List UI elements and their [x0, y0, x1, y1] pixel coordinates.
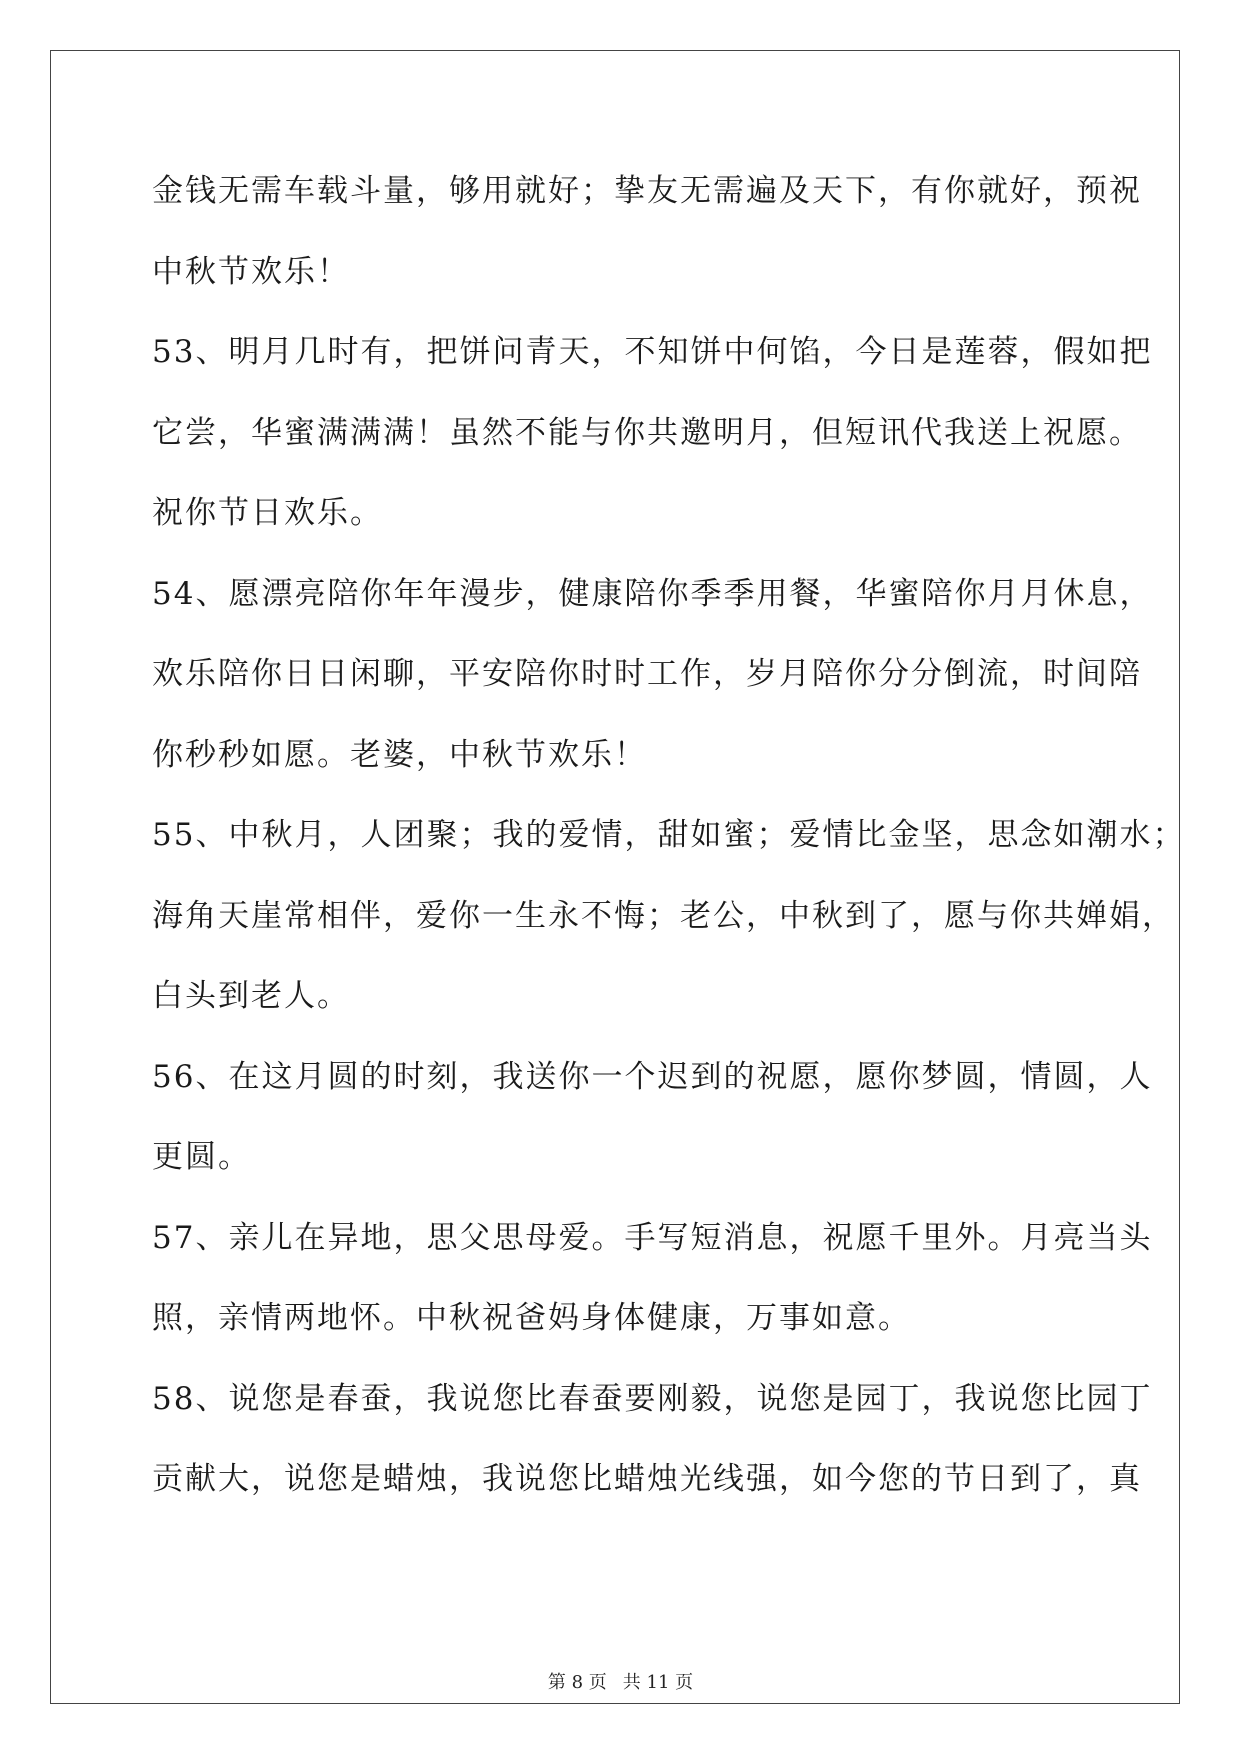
text-line: 53、明月几时有，把饼问青天，不知饼中何馅，今日是莲蓉，假如把	[152, 334, 1153, 370]
text-line: 55、中秋月，人团聚；我的爱情，甜如蜜；爱情比金坚，思念如潮水；	[152, 817, 1186, 853]
text-line: 海角天崖常相伴，爱你一生永不悔；老公，中秋到了，愿与你共婵娟，	[152, 897, 1175, 934]
page-total: 共 11 页	[622, 1672, 694, 1693]
text-line: 56、在这月圆的时刻，我送你一个迟到的祝愿，愿你梦圆，情圆，人	[152, 1058, 1153, 1095]
text-line: 中秋节欢乐！	[152, 253, 350, 290]
page-footer	[0, 1668, 1241, 1694]
text-line: 照，亲情两地怀。中秋祝爸妈身体健康，万事如意。	[152, 1300, 911, 1336]
text-line: 更圆。	[152, 1139, 251, 1175]
text-line: 57、亲儿在异地，思父思母爱。手写短消息，祝愿千里外。月亮当头	[152, 1219, 1153, 1256]
page-number: 第 8 页	[547, 1672, 607, 1693]
text-line: 祝你节日欢乐。	[152, 495, 383, 531]
text-line: 金钱无需车载斗量，够用就好；挚友无需遍及天下，有你就好，预祝	[152, 173, 1142, 209]
text-line: 你秒秒如愿。老婆，中秋节欢乐！	[152, 736, 647, 773]
text-line: 欢乐陪你日日闲聊，平安陪你时时工作，岁月陪你分分倒流，时间陪	[152, 656, 1142, 692]
text-line: 它尝，华蜜满满满！虽然不能与你共邀明月，但短讯代我送上祝愿。	[152, 414, 1142, 451]
text-line: 贡献大，说您是蜡烛，我说您比蜡烛光线强，如今您的节日到了，真	[152, 1461, 1142, 1497]
text-line: 白头到老人。	[152, 978, 350, 1014]
text-line: 54、愿漂亮陪你年年漫步，健康陪你季季用餐，华蜜陪你月月休息，	[152, 575, 1153, 612]
text-line: 58、说您是春蚕，我说您比春蚕要刚毅，说您是园丁，我说您比园丁	[152, 1380, 1153, 1417]
document-body	[152, 160, 1186, 1529]
